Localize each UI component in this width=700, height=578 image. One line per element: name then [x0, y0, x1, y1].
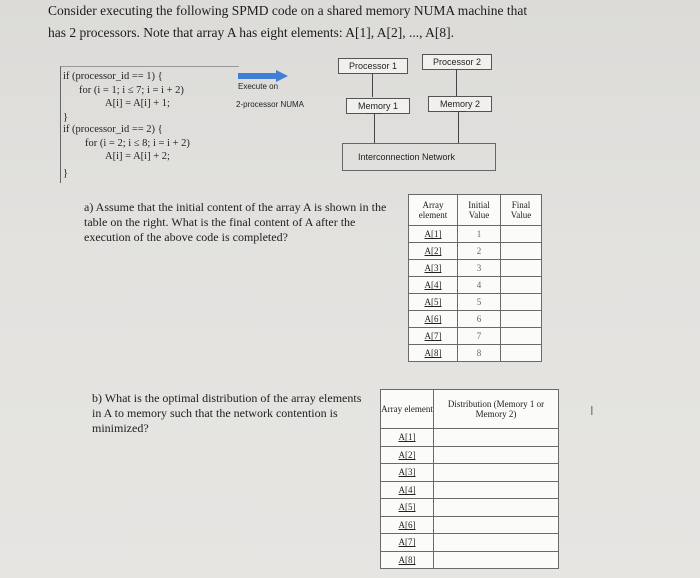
memory-1-box: Memory 1	[346, 98, 410, 114]
table-row	[381, 464, 559, 482]
cell-final[interactable]	[501, 294, 542, 311]
cell-initial: 6	[458, 311, 501, 328]
cell-element: A[5]	[409, 294, 458, 311]
cell-distribution[interactable]	[434, 429, 559, 447]
code-line-1: if (processor_id == 1) {	[63, 71, 163, 82]
memory1-network-link	[374, 113, 375, 143]
cell-distribution[interactable]	[434, 551, 559, 569]
cell-element: A[7]	[409, 328, 458, 345]
cell-distribution[interactable]	[434, 481, 559, 499]
cell-element: A[8]	[409, 345, 458, 362]
proc1-memory-link	[372, 73, 373, 97]
cell-initial: 1	[458, 226, 501, 243]
question-b: b) What is the optimal distribution of the array elements in A to memory such that the network contention is minimized?	[92, 391, 362, 435]
cell-initial: 3	[458, 260, 501, 277]
table-row	[409, 260, 542, 277]
text-cursor-icon: I	[590, 403, 594, 418]
cell-distribution[interactable]	[434, 464, 559, 482]
cell-element: A[6]	[409, 311, 458, 328]
proc2-memory-link	[456, 69, 457, 97]
table-b-header-element: Array element	[381, 390, 434, 429]
table-a-header-final: Final Value	[501, 195, 542, 226]
cell-element: A[1]	[409, 226, 458, 243]
code-line-4: }	[63, 112, 69, 123]
cell-element: A[8]	[381, 551, 434, 569]
cell-final[interactable]	[501, 345, 542, 362]
cell-element: A[5]	[381, 499, 434, 517]
code-line-5: if (processor_id == 2) {	[63, 124, 163, 135]
table-row	[409, 345, 542, 362]
memory2-link-cap	[450, 111, 466, 112]
cell-distribution[interactable]	[434, 499, 559, 517]
cell-distribution[interactable]	[434, 516, 559, 534]
table-b	[380, 389, 559, 569]
table-row	[409, 226, 542, 243]
intro-line-2: has 2 processors. Note that array A has eight elements: A[1], A[2], ..., A[8].	[48, 25, 455, 40]
table-row	[381, 534, 559, 552]
table-row	[381, 516, 559, 534]
table-a-header-initial: Initial Value	[458, 195, 501, 226]
table-b-header-distribution: Distribution (Memory 1 or Memory 2)	[434, 390, 559, 429]
cell-initial: 8	[458, 345, 501, 362]
processor-2-box: Processor 2	[422, 54, 492, 70]
cell-element: A[3]	[409, 260, 458, 277]
question-a: a) Assume that the initial content of the array A is shown in the table on the right. What is the final content of A after the execution of the above code is completed?	[84, 200, 387, 244]
cell-final[interactable]	[501, 226, 542, 243]
table-a	[408, 194, 542, 362]
cell-distribution[interactable]	[434, 446, 559, 464]
table-row	[409, 311, 542, 328]
network-label: Interconnection Network	[358, 152, 456, 162]
table-row	[381, 429, 559, 447]
execute-arrow-icon	[238, 70, 288, 82]
code-line-3: A[i] = A[i] + 1;	[105, 98, 170, 109]
cell-initial: 4	[458, 277, 501, 294]
processor-1-box: Processor 1	[338, 58, 408, 74]
cell-element: A[7]	[381, 534, 434, 552]
table-a-header-element: Array element	[409, 195, 458, 226]
table-row	[409, 328, 542, 345]
code-line-7: A[i] = A[i] + 2;	[105, 151, 170, 162]
cell-distribution[interactable]	[434, 534, 559, 552]
memory2-network-link	[458, 111, 459, 143]
memory-2-box: Memory 2	[428, 96, 492, 112]
cell-element: A[2]	[409, 243, 458, 260]
intro-line-1: Consider executing the following SPMD code on a shared memory NUMA machine that	[48, 3, 528, 18]
cell-element: A[1]	[381, 429, 434, 447]
code-block	[60, 66, 239, 183]
cell-final[interactable]	[501, 311, 542, 328]
cell-element: A[2]	[381, 446, 434, 464]
memory1-link-cap	[366, 113, 382, 114]
table-row	[409, 277, 542, 294]
cell-element: A[3]	[381, 464, 434, 482]
cell-final[interactable]	[501, 260, 542, 277]
cell-final[interactable]	[501, 243, 542, 260]
table-row	[381, 499, 559, 517]
table-row	[381, 481, 559, 499]
cell-initial: 2	[458, 243, 501, 260]
cell-element: A[4]	[409, 277, 458, 294]
cell-final[interactable]	[501, 328, 542, 345]
code-line-8: }	[63, 168, 69, 179]
cell-initial: 7	[458, 328, 501, 345]
cell-final[interactable]	[501, 277, 542, 294]
cell-initial: 5	[458, 294, 501, 311]
table-row	[409, 243, 542, 260]
code-line-2: for (i = 1; i ≤ 7; i = i + 2)	[79, 85, 184, 96]
execute-on-label: Execute on	[238, 82, 279, 91]
table-row	[381, 551, 559, 569]
cell-element: A[6]	[381, 516, 434, 534]
table-row	[381, 446, 559, 464]
code-line-6: for (i = 2; i ≤ 8; i = i + 2)	[85, 138, 190, 149]
table-row	[409, 294, 542, 311]
numa-label: 2-processor NUMA	[236, 100, 305, 109]
cell-element: A[4]	[381, 481, 434, 499]
